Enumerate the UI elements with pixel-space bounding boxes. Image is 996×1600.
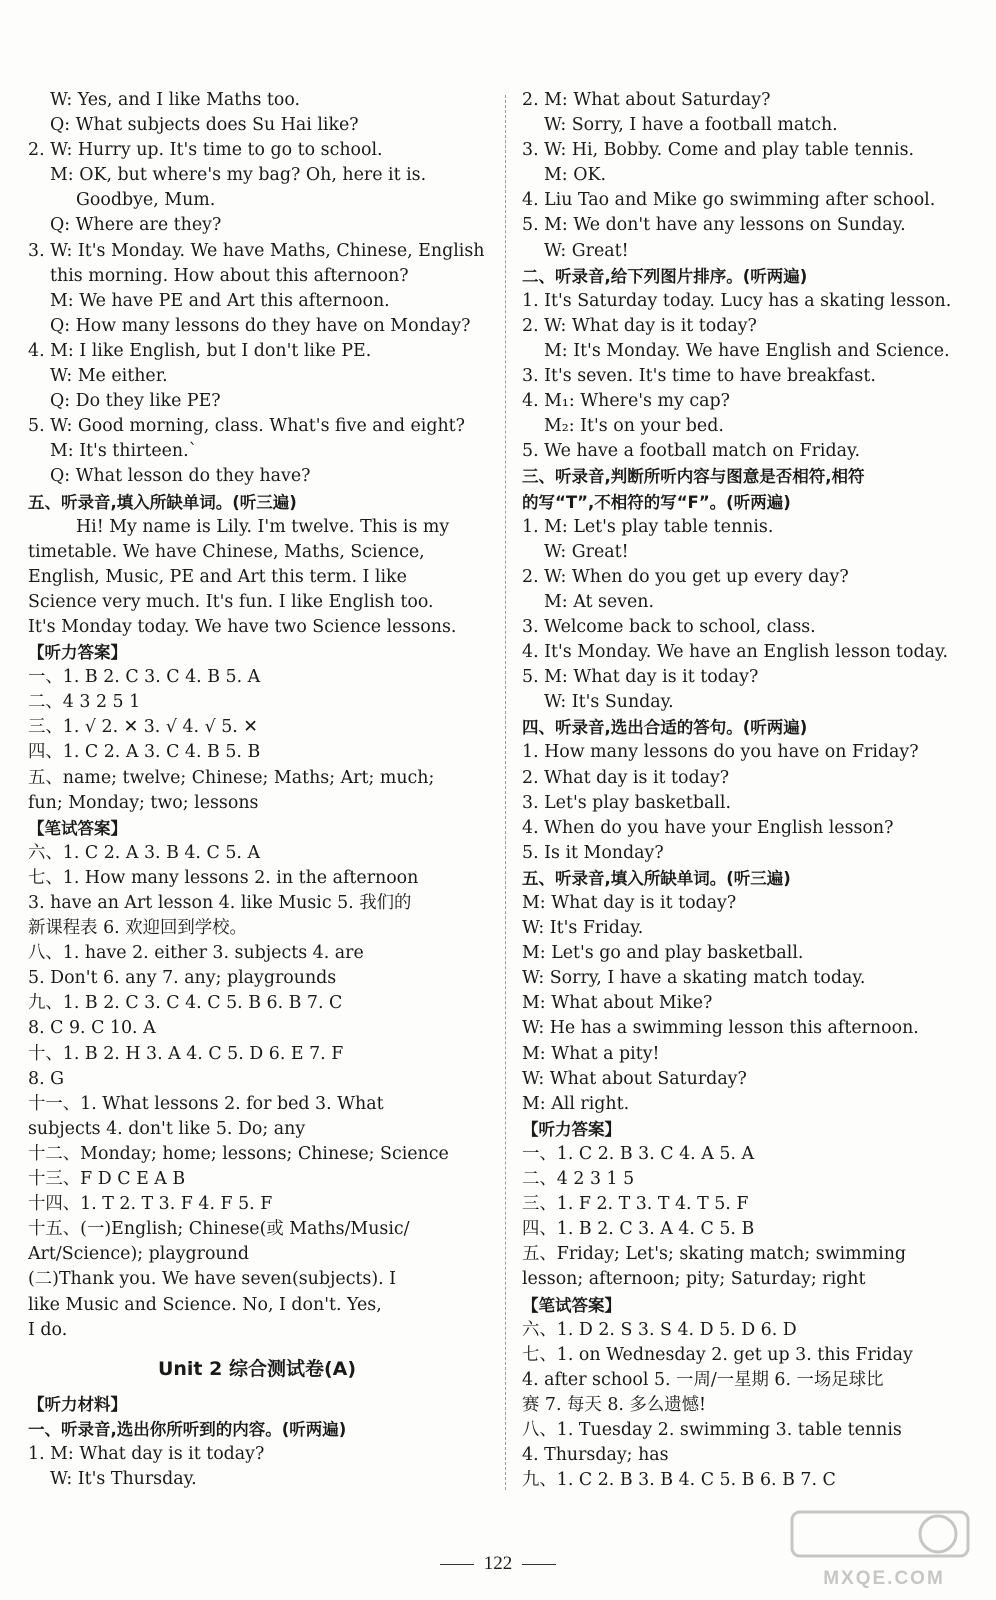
text-line: 5. M: What day is it today? <box>522 667 759 688</box>
text-line: 2. What day is it today? <box>522 767 730 788</box>
text-line: 十一、1. What lessons 2. for bed 3. What <box>28 1093 384 1114</box>
column-divider <box>505 95 506 1490</box>
text-line: 4. It's Monday. We have an English lesson today. <box>522 642 949 663</box>
text-line: W: What about Saturday? <box>522 1068 747 1089</box>
svg-text:MXQE.COM: MXQE.COM <box>823 1568 945 1589</box>
text-line: 新课程表 6. 欢迎回到学校。 <box>28 918 247 939</box>
text-line: 十三、F D C E A B <box>28 1169 186 1190</box>
section-heading: 【听力答案】 <box>522 1119 621 1139</box>
text-line: 3. It's seven. It's time to have breakfast. <box>522 366 876 387</box>
text-line: W: He has a swimming lesson this afternoon. <box>522 1018 919 1039</box>
text-line: Q: How many lessons do they have on Monday? <box>50 315 471 336</box>
text-line: 3. W: Hi, Bobby. Come and play table tennis. <box>522 140 915 161</box>
text-line: Science very much. It's fun. I like English too. <box>28 591 434 612</box>
watermark-logo-icon <box>788 1508 978 1592</box>
text-line: M: All right. <box>522 1093 630 1114</box>
text-line: Hi! My name is Lily. I'm twelve. This is my <box>76 516 450 537</box>
text-line: 4. Thursday; has <box>522 1445 669 1466</box>
text-line: M: What day is it today? <box>522 893 737 913</box>
text-line: 十四、1. T 2. T 3. F 4. F 5. F <box>28 1194 273 1215</box>
text-line: W: It's Sunday. <box>544 692 674 713</box>
text-line: M: What about Mike? <box>522 993 713 1014</box>
text-line: English, Music, PE and Art this term. I like <box>28 566 407 587</box>
text-line: 5. M: We don't have any lessons on Sunday. <box>522 215 906 236</box>
text-line: Q: What lesson do they have? <box>50 466 311 487</box>
text-line: 三、1. F 2. T 3. T 4. T 5. F <box>522 1194 749 1215</box>
text-line: Art/Science); playground <box>28 1244 249 1265</box>
text-line: W: Great! <box>544 240 629 261</box>
text-line: 2. M: What about Saturday? <box>522 90 771 110</box>
text-line: It's Monday today. We have two Science lessons. <box>28 616 457 637</box>
text-line: 一、1. B 2. C 3. C 4. B 5. A <box>28 667 261 688</box>
text-line: 1. M: What day is it today? <box>28 1443 265 1464</box>
text-line: 1. How many lessons do you have on Friday? <box>522 742 919 763</box>
text-line: W: Sorry, I have a football match. <box>544 115 838 136</box>
text-line: 3. Let's play basketball. <box>522 792 731 813</box>
text-line: W: It's Thursday. <box>50 1469 197 1490</box>
text-line: W: Yes, and I like Maths too. <box>50 90 301 110</box>
text-line: 赛 7. 每天 8. 多么遗憾! <box>522 1394 707 1415</box>
text-line: 五、name; twelve; Chinese; Maths; Art; much; <box>28 767 435 788</box>
text-line: 4. Liu Tao and Mike go swimming after school. <box>522 190 936 211</box>
text-line: 1. It's Saturday today. Lucy has a skating lesson. <box>522 290 952 311</box>
text-line: 十二、Monday; home; lessons; Chinese; Science <box>28 1143 449 1164</box>
text-line: Q: What subjects does Su Hai like? <box>50 115 359 136</box>
text-line: lesson; afternoon; pity; Saturday; right <box>522 1269 866 1290</box>
text-line: M: At seven. <box>544 591 655 612</box>
text-line: 2. W: When do you get up every day? <box>522 566 849 587</box>
text-line: 4. M₁: Where's my cap? <box>522 391 730 412</box>
text-line: M: OK. <box>544 165 606 186</box>
text-line: 2. W: What day is it today? <box>522 315 757 336</box>
text-line: W: Sorry, I have a skating match today. <box>522 968 866 989</box>
text-line: 5. Don't 6. any 7. any; playgrounds <box>28 968 337 989</box>
right-column <box>522 88 978 1493</box>
section-heading: 【笔试答案】 <box>28 818 127 838</box>
text-line: Q: Where are they? <box>50 215 222 236</box>
text-line: 5. W: Good morning, class. What's five and eight? <box>28 416 465 437</box>
section-heading: 五、听录音,填入所缺单词。(听三遍) <box>28 492 297 512</box>
text-line: 六、1. D 2. S 3. S 4. D 5. D 6. D <box>522 1319 797 1340</box>
text-line: W: Great! <box>544 541 629 562</box>
section-heading: 的写“T”,不相符的写“F”。(听两遍) <box>522 492 791 512</box>
text-line: M: We have PE and Art this afternoon. <box>50 290 390 311</box>
text-line: 七、1. on Wednesday 2. get up 3. this Friday <box>522 1344 913 1365</box>
section-heading: 【听力材料】 <box>28 1394 127 1414</box>
section-heading: 四、听录音,选出合适的答句。(听两遍) <box>522 718 808 738</box>
text-line: M: OK, but where's my bag? Oh, here it is. <box>50 165 427 186</box>
text-line: 1. M: Let's play table tennis. <box>522 516 774 537</box>
text-line: W: Me either. <box>50 366 168 387</box>
text-line: 九、1. B 2. C 3. C 4. C 5. B 6. B 7. C <box>28 993 343 1014</box>
section-heading: 二、听录音,给下列图片排序。(听两遍) <box>522 266 808 286</box>
text-line: 3. W: It's Monday. We have Maths, Chinese, English <box>28 240 485 261</box>
text-line: 七、1. How many lessons 2. in the afternoon <box>28 867 419 888</box>
text-line: 8. C 9. C 10. A <box>28 1018 156 1039</box>
text-line: 5. We have a football match on Friday. <box>522 441 861 462</box>
text-line: 二、4 2 3 1 5 <box>522 1169 635 1190</box>
text-line: M: Let's go and play basketball. <box>522 943 804 964</box>
text-line: I do. <box>28 1319 68 1340</box>
text-line: 4. after school 5. 一周/一星期 6. 一场足球比 <box>522 1369 884 1390</box>
text-line: 4. M: I like English, but I don't like PE. <box>28 340 372 361</box>
text-line: 3. have an Art lesson 4. like Music 5. 我们的 <box>28 893 412 913</box>
text-line: W: It's Friday. <box>522 918 644 939</box>
section-heading: 一、听录音,选出你所听到的内容。(听两遍) <box>28 1419 347 1439</box>
text-line: 3. Welcome back to school, class. <box>522 616 816 637</box>
text-line: Q: Do they like PE? <box>50 391 221 412</box>
section-heading: 【听力答案】 <box>28 643 127 663</box>
text-line: fun; Monday; two; lessons <box>28 792 259 813</box>
text-line: (二)Thank you. We have seven(subjects). I <box>28 1269 397 1290</box>
section-heading: 三、听录音,判断所听内容与图意是否相符,相符 <box>522 467 865 487</box>
text-line: M: It's Monday. We have English and Science. <box>544 340 950 361</box>
text-line: 三、1. √ 2. ✕ 3. √ 4. √ 5. ✕ <box>28 717 258 738</box>
text-line: 六、1. C 2. A 3. B 4. C 5. A <box>28 842 261 863</box>
text-line: this morning. How about this afternoon? <box>50 265 409 286</box>
text-line: 8. G <box>28 1068 65 1089</box>
text-line: 2. W: Hurry up. It's time to go to school. <box>28 140 383 161</box>
page-number: 122 <box>0 1553 996 1575</box>
text-line: 一、1. C 2. B 3. C 4. A 5. A <box>522 1143 755 1164</box>
text-line: like Music and Science. No, I don't. Yes, <box>28 1294 382 1315</box>
text-line: 四、1. C 2. A 3. C 4. B 5. B <box>28 742 261 763</box>
text-line: timetable. We have Chinese, Maths, Science, <box>28 541 425 562</box>
unit-title: Unit 2 综合测试卷(A) <box>157 1357 357 1380</box>
text-line: 二、4 3 2 5 1 <box>28 692 141 713</box>
text-line: 九、1. C 2. B 3. B 4. C 5. B 6. B 7. C <box>522 1470 836 1491</box>
text-line: Goodbye, Mum. <box>76 190 216 211</box>
text-line: M: What a pity! <box>522 1043 660 1064</box>
text-line: 十五、(一)English; Chinese(或 Maths/Music/ <box>28 1219 410 1240</box>
text-line: 五、Friday; Let's; skating match; swimming <box>522 1244 907 1265</box>
text-line: 八、1. have 2. either 3. subjects 4. are <box>28 943 364 964</box>
text-line: 八、1. Tuesday 2. swimming 3. table tennis <box>522 1419 902 1440</box>
section-heading: 五、听录音,填入所缺单词。(听三遍) <box>522 868 791 888</box>
text-line: subjects 4. don't like 5. Do; any <box>28 1118 306 1139</box>
text-line: 5. Is it Monday? <box>522 842 664 863</box>
text-line: M: It's thirteen.` <box>50 441 198 462</box>
left-column <box>28 88 486 1492</box>
section-heading: 【笔试答案】 <box>522 1295 621 1315</box>
text-line: 4. When do you have your English lesson? <box>522 817 894 838</box>
text-line: 四、1. B 2. C 3. A 4. C 5. B <box>522 1219 755 1240</box>
text-line: 十、1. B 2. H 3. A 4. C 5. D 6. E 7. F <box>28 1043 344 1064</box>
text-line: M₂: It's on your bed. <box>544 416 724 437</box>
